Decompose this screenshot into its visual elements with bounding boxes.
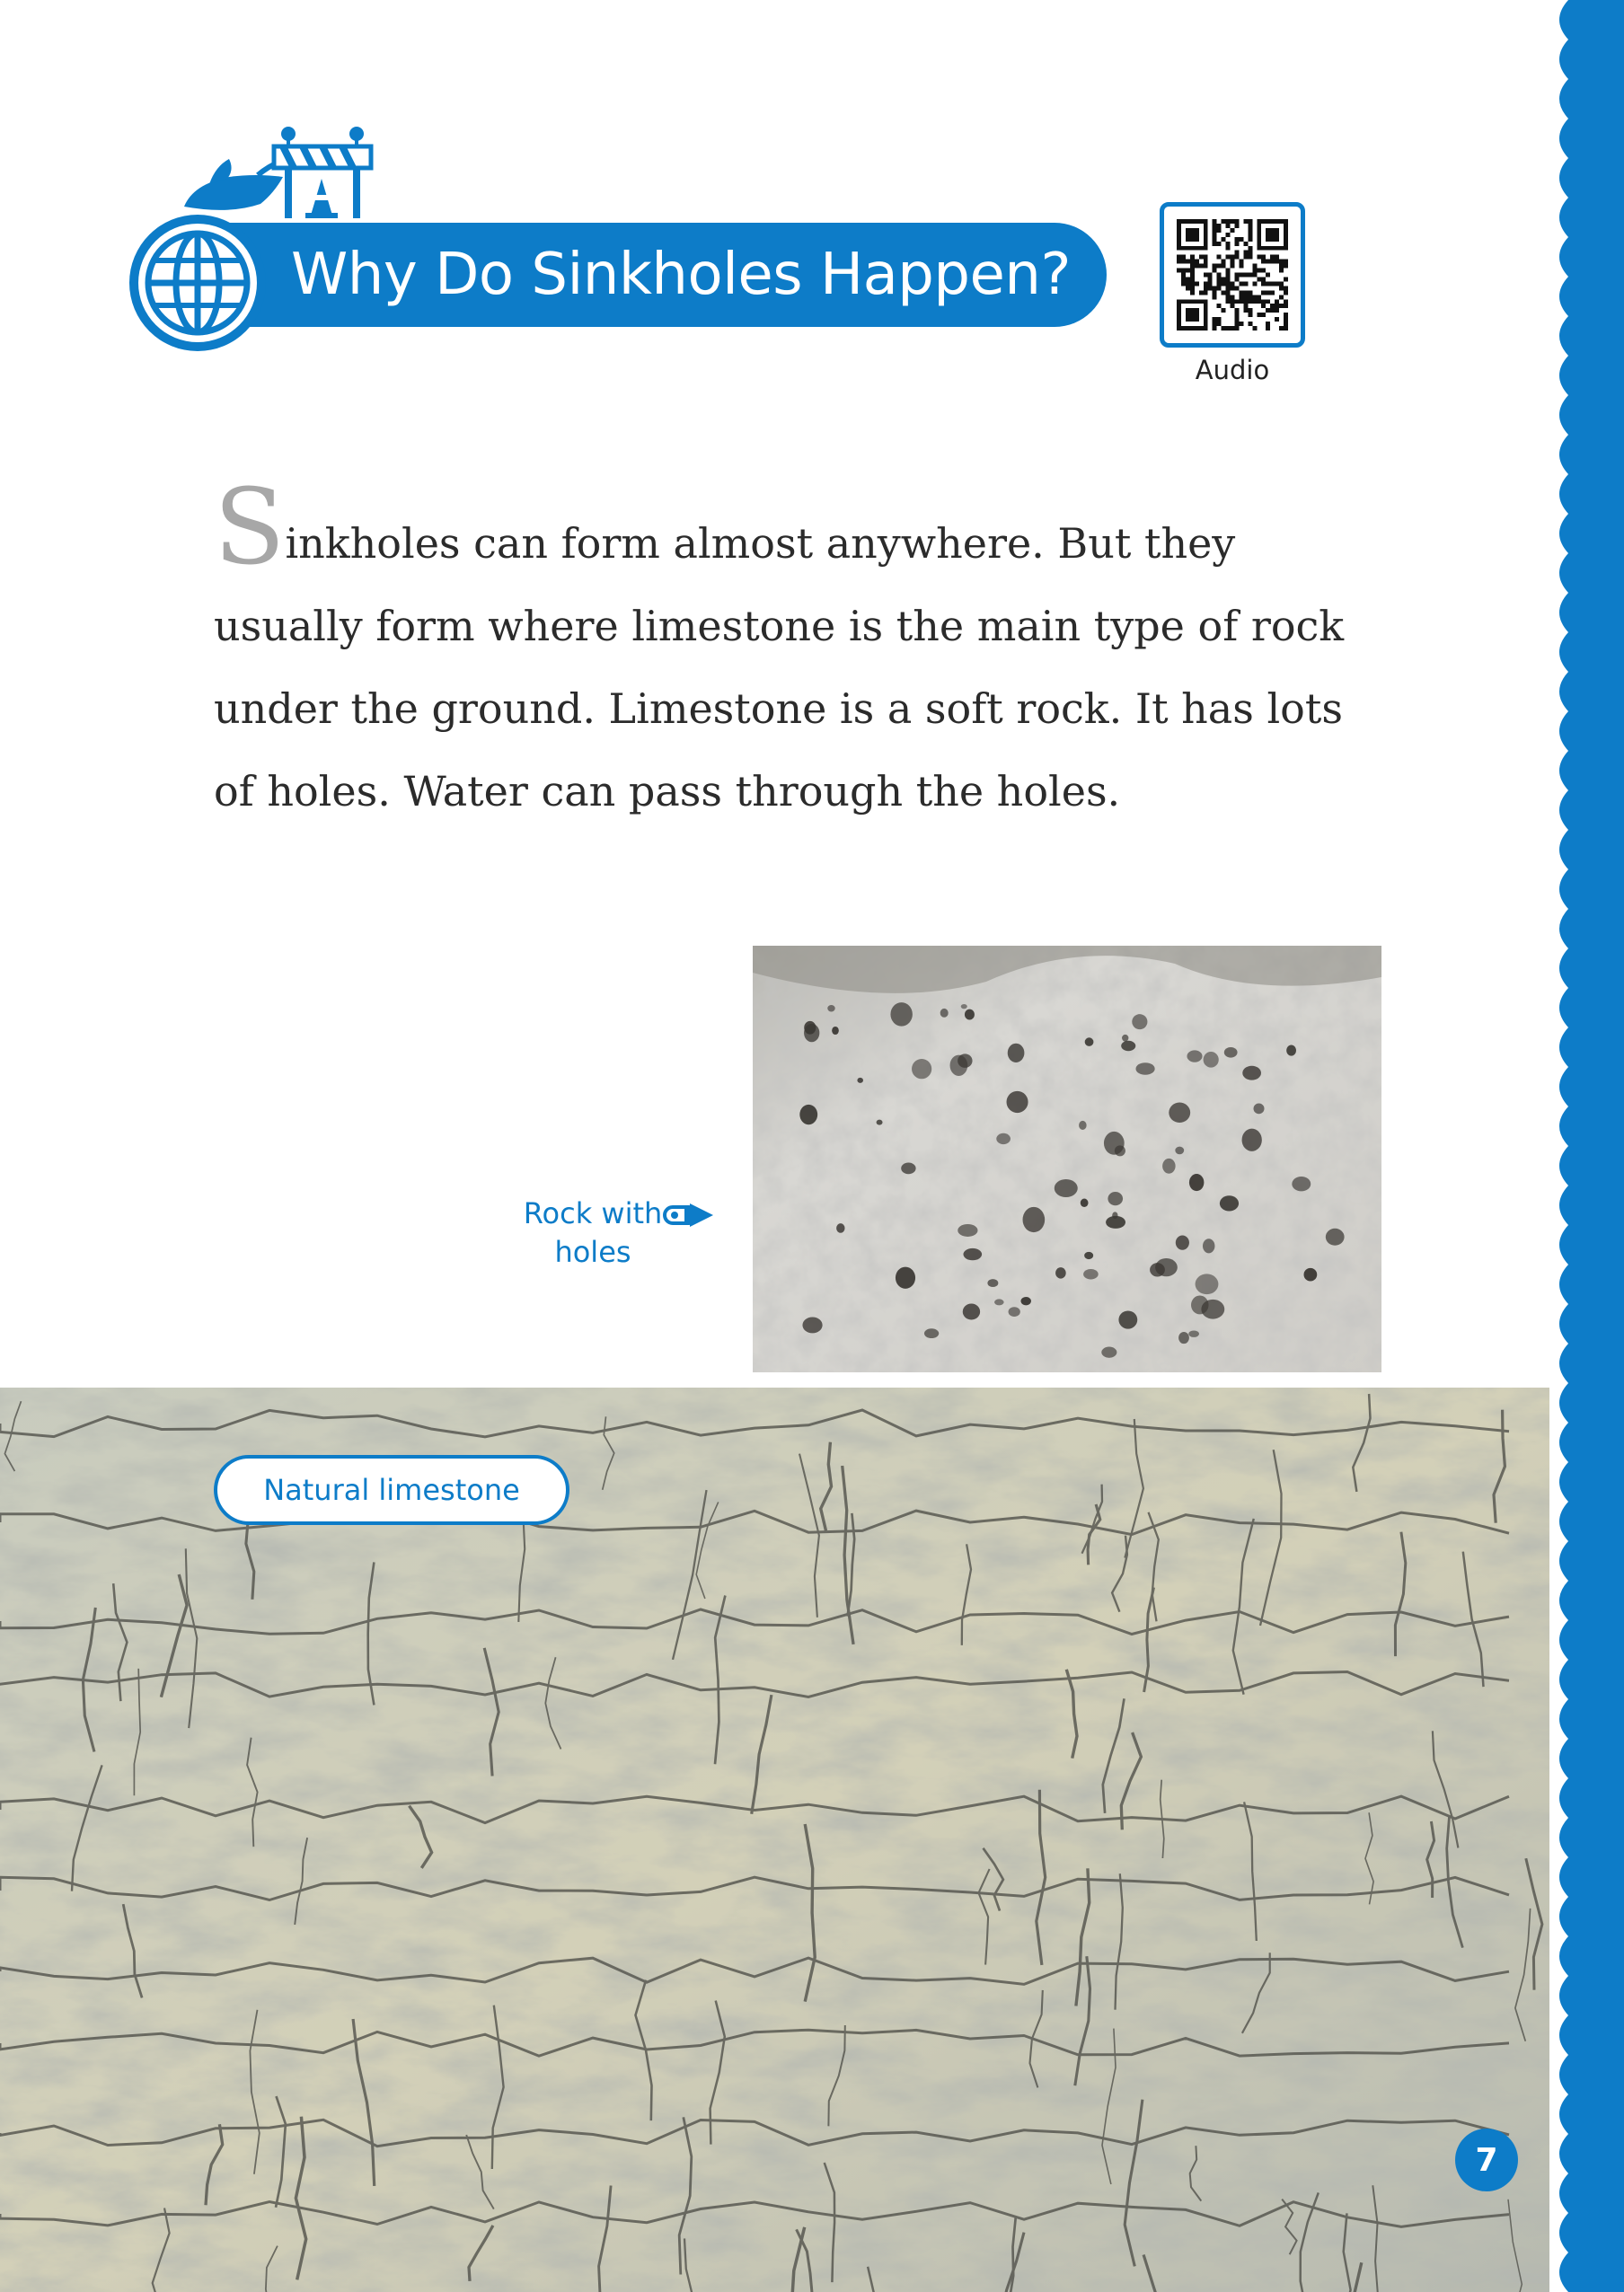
title-banner: [207, 223, 1107, 327]
paragraph-text: inkholes can form almost anywhere. But they usually form where limestone is the main type of rock under the ground. Limestone is a soft rock. It has lots of holes. Water can pass through the holes.: [214, 519, 1345, 815]
rock-caption: Rock with holes: [523, 1196, 663, 1269]
natural-limestone-photo: [0, 1388, 1549, 2292]
page-title: Why Do Sinkholes Happen?: [291, 242, 1071, 308]
body-paragraph: [214, 467, 1381, 833]
scalloped-page-edge: [1543, 0, 1624, 2292]
drop-cap: S: [214, 467, 286, 588]
audio-label: Audio: [1195, 355, 1270, 385]
limestone-label: Natural limestone: [214, 1455, 569, 1525]
qr-code-icon: [1177, 219, 1288, 331]
audio-qr-code[interactable]: [1160, 202, 1305, 348]
rock-with-holes-photo: [753, 946, 1381, 1372]
globe-icon: [126, 211, 269, 355]
page-number: 7: [1455, 2129, 1518, 2191]
pointing-arrow-icon: [663, 1200, 715, 1230]
sinkhole-barrier-icon: [175, 121, 382, 220]
